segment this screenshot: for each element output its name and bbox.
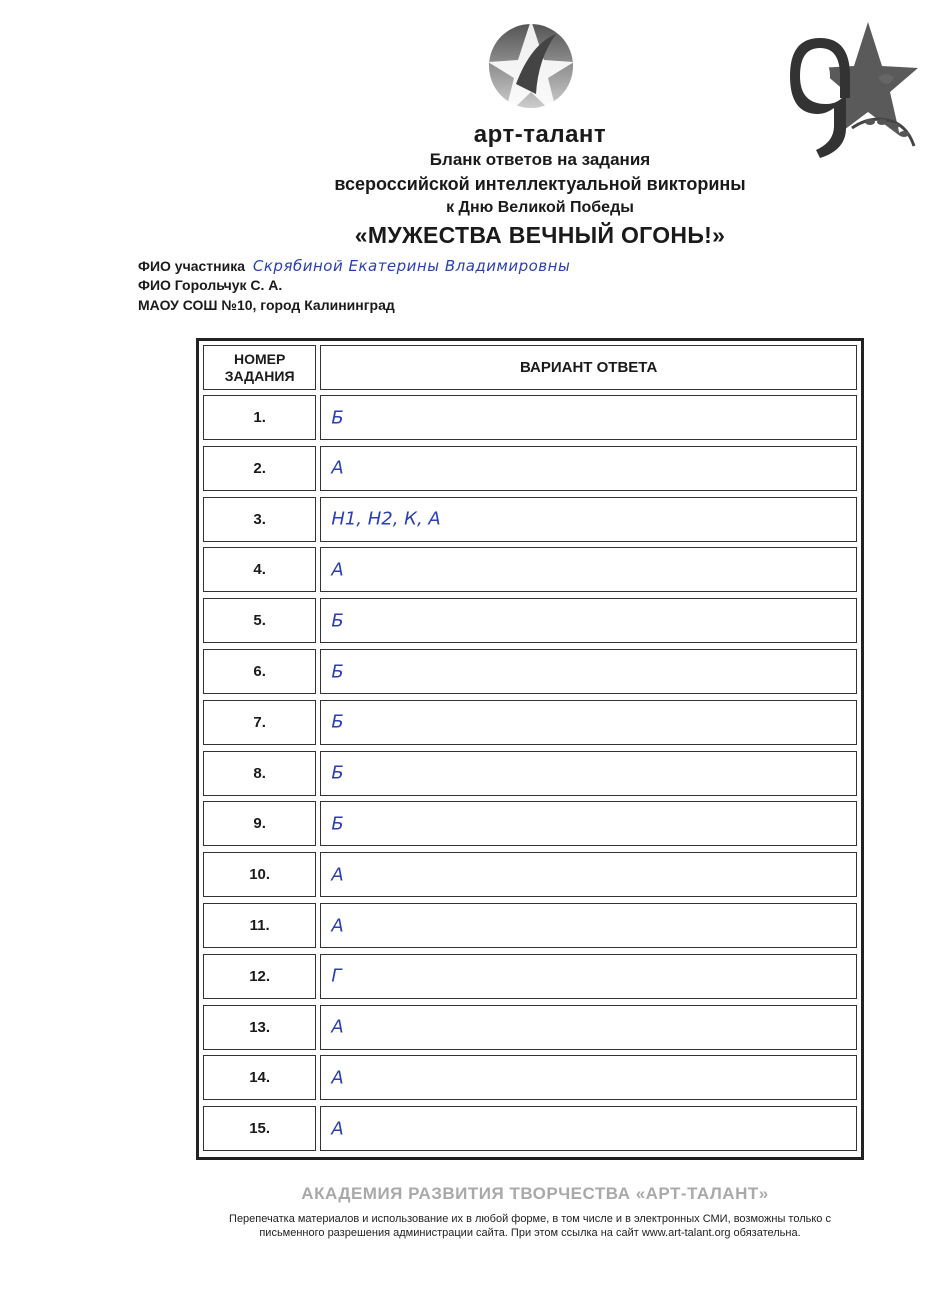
table-row <box>203 801 857 846</box>
answer-value: А <box>331 1067 344 1089</box>
answer-cell[interactable] <box>320 497 857 542</box>
answer-value: А <box>331 915 344 936</box>
answer-cell[interactable] <box>320 852 857 897</box>
answers-table <box>196 338 864 1160</box>
answer-cell[interactable] <box>320 547 857 592</box>
answer-cell[interactable] <box>320 954 857 999</box>
table-row <box>203 547 857 592</box>
answer-value: Б <box>331 661 344 682</box>
participant-name-line <box>138 257 570 275</box>
brand-name: арт-талант <box>473 121 607 148</box>
participant-name-label: ФИО участника <box>138 258 245 274</box>
table-row <box>203 446 857 491</box>
table-row <box>203 751 857 796</box>
table-row <box>203 497 857 542</box>
task-number: 14. <box>203 1055 316 1100</box>
task-number: 10. <box>203 852 316 897</box>
answer-cell[interactable] <box>320 395 857 440</box>
answer-value: Г <box>331 965 342 987</box>
column-header-number-line1: НОМЕР <box>233 350 286 367</box>
answer-cell[interactable] <box>320 751 857 796</box>
answer-value: Б <box>331 407 344 428</box>
table-row <box>203 903 857 948</box>
form-title: Бланк ответов на задания <box>429 150 651 169</box>
footer-copyright-note <box>160 1212 900 1240</box>
quiz-type: всероссийской интеллектуальной викторины <box>334 174 746 194</box>
table-row <box>203 649 857 694</box>
sheet-header <box>260 122 820 250</box>
table-row <box>203 700 857 745</box>
art-talant-logo-icon <box>486 14 576 126</box>
answer-cell[interactable] <box>320 801 857 846</box>
answer-cell[interactable] <box>320 903 857 948</box>
answer-cell[interactable] <box>320 1005 857 1050</box>
task-number: 6. <box>203 649 316 694</box>
table-row <box>203 598 857 643</box>
teacher-line: ФИО Горольчук С. А. <box>138 277 283 293</box>
task-number: 13. <box>203 1005 316 1050</box>
task-number: 1. <box>203 395 316 440</box>
quiz-occasion: к Дню Великой Победы <box>446 199 634 216</box>
answer-value: А <box>331 864 344 886</box>
quiz-title: «МУЖЕСТВА ВЕЧНЫЙ ОГОНЬ!» <box>354 222 726 248</box>
answer-cell[interactable] <box>320 1055 857 1100</box>
answer-cell[interactable] <box>320 598 857 643</box>
table-row <box>203 1106 857 1151</box>
answer-value: Б <box>331 610 344 632</box>
task-number: 2. <box>203 446 316 491</box>
task-number: 11. <box>203 903 316 948</box>
table-row <box>203 852 857 897</box>
task-number: 7. <box>203 700 316 745</box>
answer-value: Б <box>331 762 344 784</box>
answer-cell[interactable] <box>320 700 857 745</box>
table-row <box>203 954 857 999</box>
answer-cell[interactable] <box>320 649 857 694</box>
participant-name-value: Скрябиной Екатерины Владимировны <box>252 257 571 275</box>
table-row <box>203 395 857 440</box>
task-number: 12. <box>203 954 316 999</box>
table-header-row <box>203 345 857 390</box>
column-header-number-line2: ЗАДАНИЯ <box>224 367 295 384</box>
task-number: 9. <box>203 801 316 846</box>
task-number: 3. <box>203 497 316 542</box>
answer-value: Н1, Н2, К, А <box>331 508 441 530</box>
footer-note-line1: Перепечатка материалов и использование их в любой форме, в том числе и в электронных СМИ, возможны только с <box>229 1213 831 1225</box>
answer-cell[interactable] <box>320 446 857 491</box>
answer-value: А <box>331 1118 344 1140</box>
school-line: МАОУ СОШ №10, город Калининград <box>138 297 395 313</box>
answer-value: А <box>331 1016 344 1038</box>
answer-value: Б <box>331 813 344 835</box>
column-header-answer: ВАРИАНТ ОТВЕТА <box>320 345 857 390</box>
answer-value: А <box>331 457 344 479</box>
task-number: 4. <box>203 547 316 592</box>
answer-cell[interactable] <box>320 1106 857 1151</box>
footer-note-line2: письменного разрешения администрации сайта. При этом ссылка на сайт www.art-talant.org обязательна. <box>259 1227 801 1239</box>
answer-value: Б <box>331 711 344 733</box>
column-header-number <box>203 345 316 390</box>
table-row <box>203 1055 857 1100</box>
task-number: 15. <box>203 1106 316 1151</box>
task-number: 5. <box>203 598 316 643</box>
task-number: 8. <box>203 751 316 796</box>
answer-value: А <box>331 559 344 581</box>
footer-academy-title: АКАДЕМИЯ РАЗВИТИЯ ТВОРЧЕСТВА «АРТ-ТАЛАНТ» <box>301 1184 769 1203</box>
table-row <box>203 1005 857 1050</box>
